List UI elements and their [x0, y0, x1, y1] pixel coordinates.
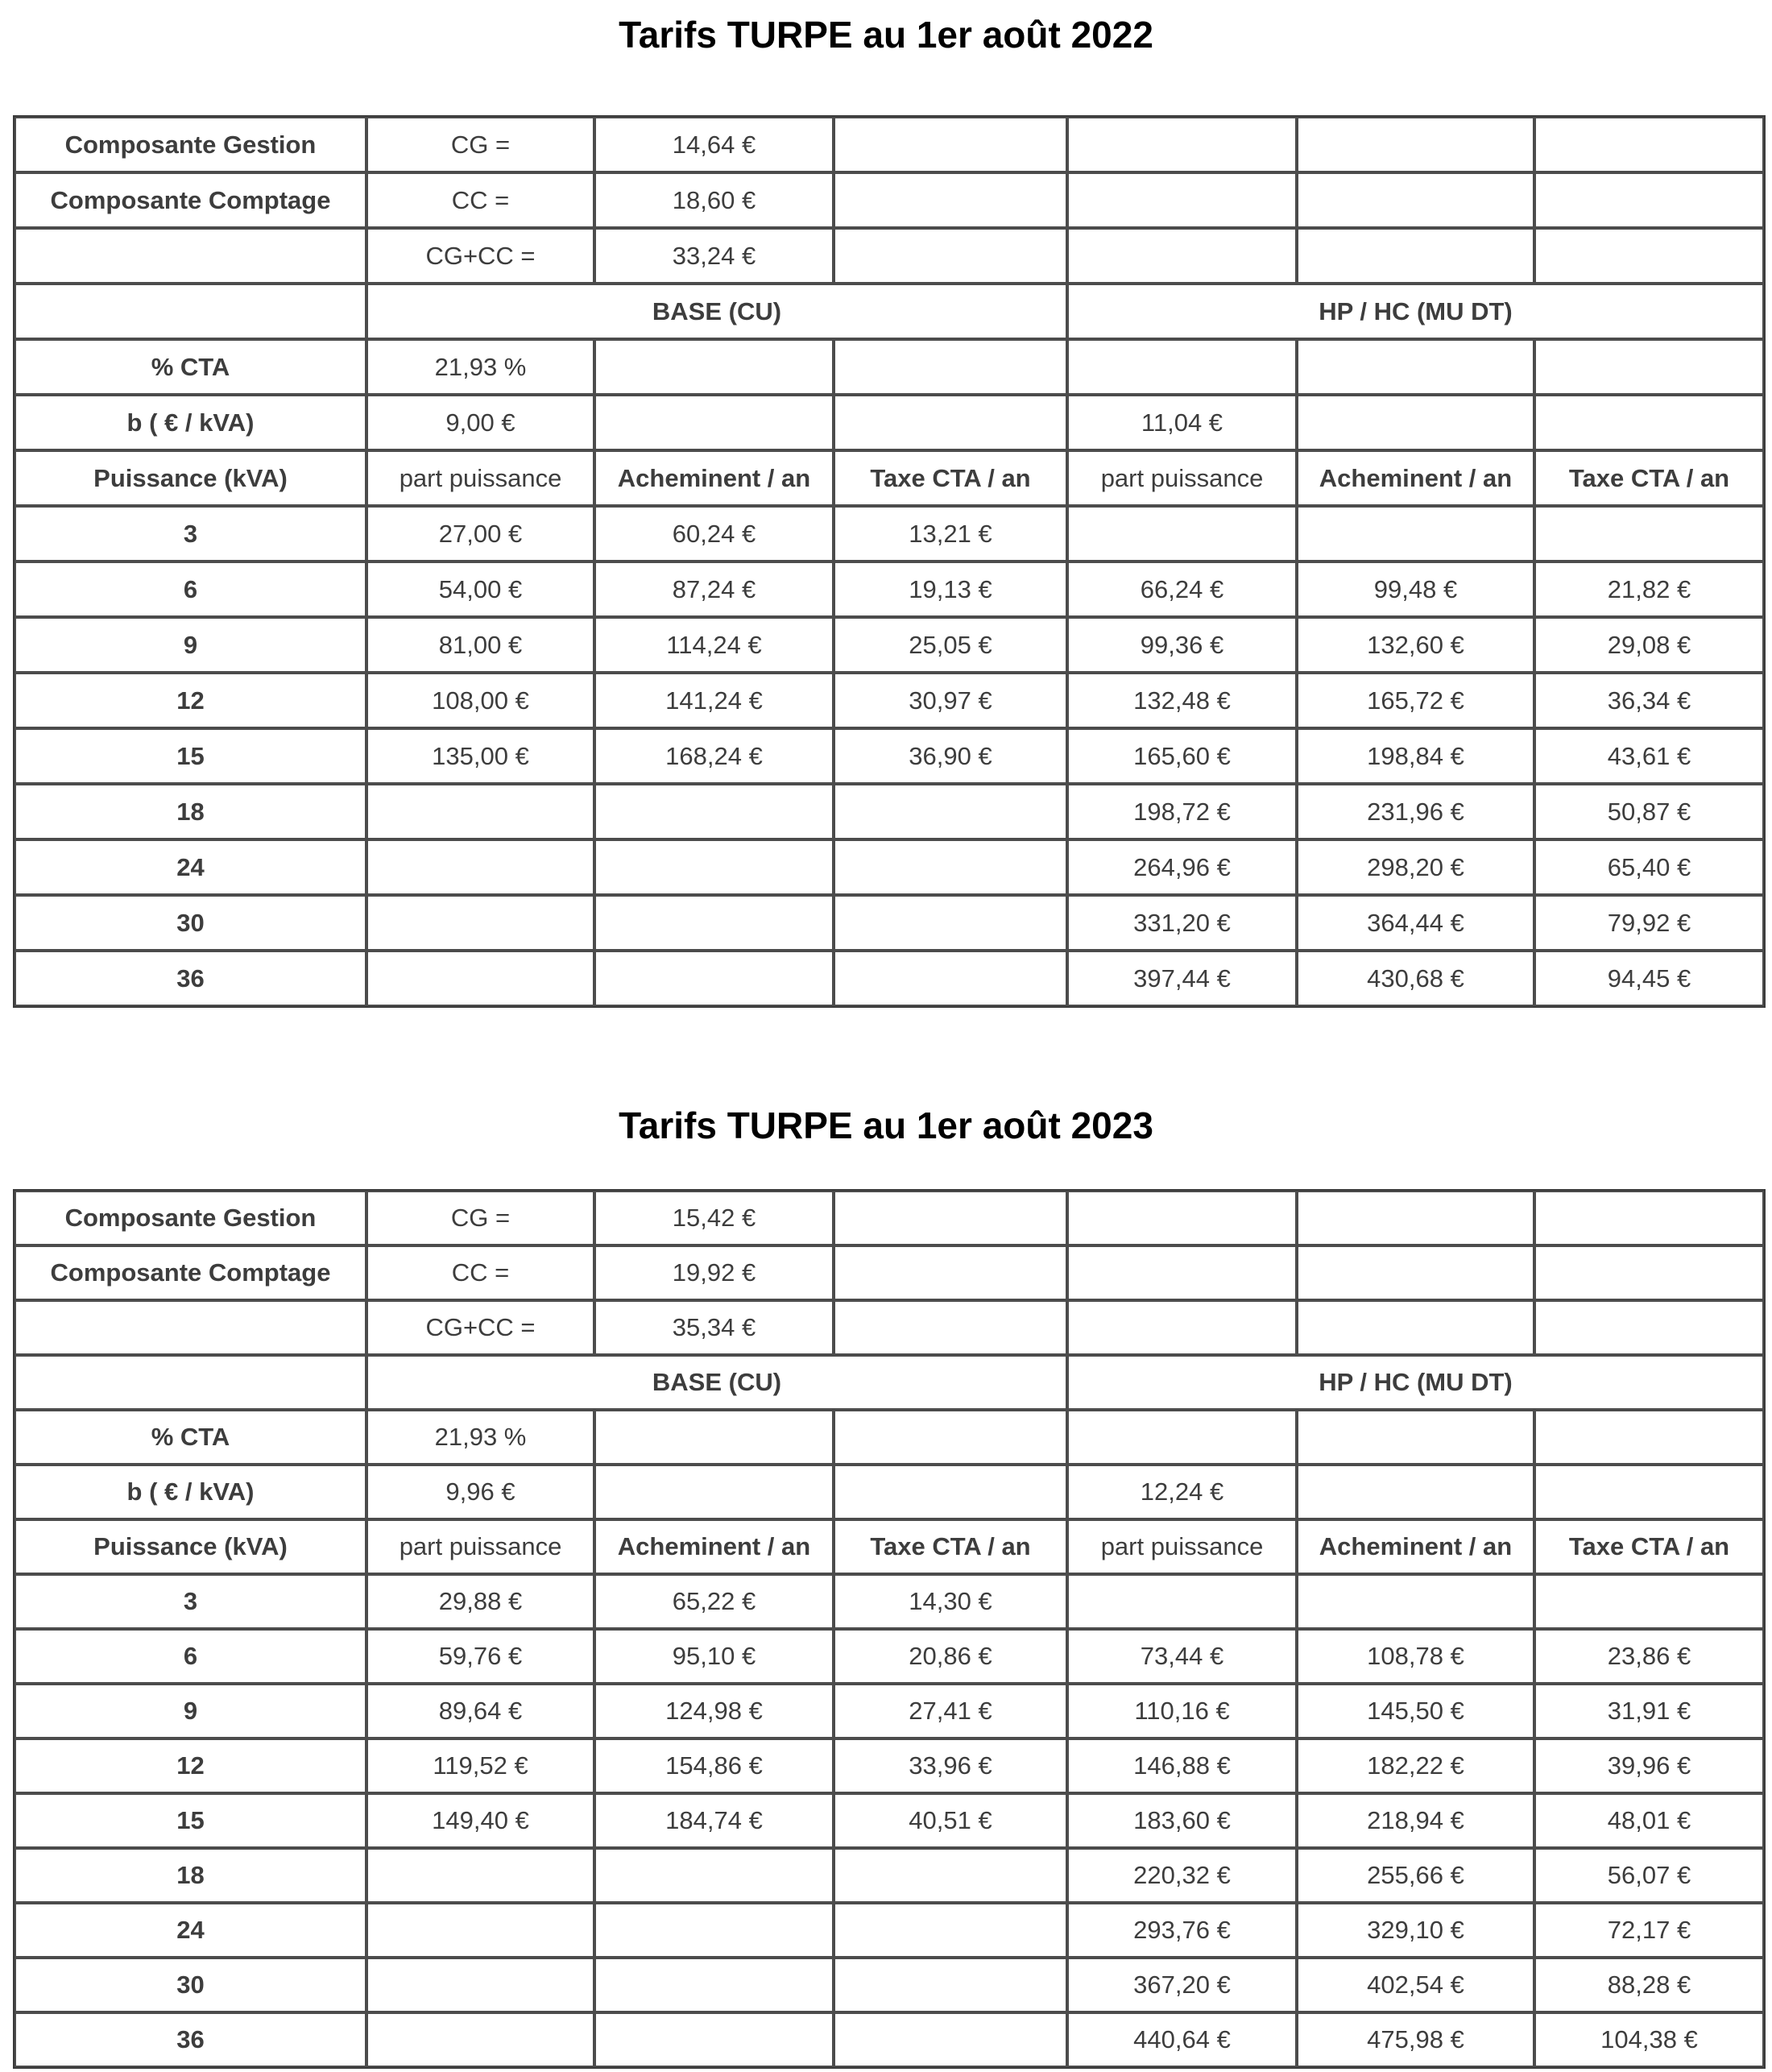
empty-gray-cell: [1067, 1574, 1297, 1629]
value-cell: 21,82 €: [1534, 562, 1764, 617]
value-cell: 13,21 €: [834, 506, 1067, 562]
empty-cell: [14, 1355, 366, 1410]
value-cell: 66,24 €: [1067, 562, 1297, 617]
base-header: BASE (CU): [366, 284, 1067, 339]
empty-cell: [1067, 339, 1297, 395]
value-cell: 198,84 €: [1297, 728, 1534, 784]
subheader-part-puissance: part puissance: [366, 1519, 594, 1574]
empty-gray-cell: [594, 839, 834, 895]
empty-cell: [1297, 1300, 1534, 1355]
value-cell: 39,96 €: [1534, 1738, 1764, 1793]
empty-cell: [1297, 1191, 1534, 1245]
cta-label: % CTA: [14, 1410, 366, 1465]
empty-cell: [1297, 117, 1534, 172]
cgcc-value: 35,34 €: [594, 1300, 834, 1355]
empty-gray-cell: [1534, 506, 1764, 562]
empty-gray-cell: [366, 1848, 594, 1903]
empty-cell: [1534, 172, 1764, 228]
value-cell: 329,10 €: [1297, 1903, 1534, 1958]
value-cell: 430,68 €: [1297, 951, 1534, 1006]
cc-label: CC =: [366, 1245, 594, 1300]
cg-value: 15,42 €: [594, 1191, 834, 1245]
value-cell: 132,60 €: [1297, 617, 1534, 673]
subheader-acheminent: Acheminent / an: [1297, 450, 1534, 506]
cg-value: 14,64 €: [594, 117, 834, 172]
empty-cell: [834, 1300, 1067, 1355]
empty-cell: [834, 228, 1067, 284]
empty-cell: [1067, 1245, 1297, 1300]
value-cell: 132,48 €: [1067, 673, 1297, 728]
value-cell: 65,40 €: [1534, 839, 1764, 895]
value-cell: 145,50 €: [1297, 1684, 1534, 1738]
cg-label: CG =: [366, 1191, 594, 1245]
table-row: [14, 1793, 1764, 1848]
empty-cell: [834, 117, 1067, 172]
value-cell: 88,28 €: [1534, 1958, 1764, 2012]
empty-cell: [14, 284, 366, 339]
value-cell: 264,96 €: [1067, 839, 1297, 895]
empty-cell: [834, 1245, 1067, 1300]
kva-cell: 30: [14, 1958, 366, 2012]
kva-cell: 3: [14, 1574, 366, 1629]
empty-cell: [1297, 395, 1534, 450]
table-row: [14, 895, 1764, 951]
value-cell: 331,20 €: [1067, 895, 1297, 951]
empty-gray-cell: [594, 1848, 834, 1903]
empty-cell: [1297, 172, 1534, 228]
value-cell: 81,00 €: [366, 617, 594, 673]
empty-cell: [1067, 117, 1297, 172]
empty-gray-cell: [594, 895, 834, 951]
value-cell: 29,88 €: [366, 1574, 594, 1629]
value-cell: 298,20 €: [1297, 839, 1534, 895]
empty-cell: [834, 339, 1067, 395]
comptage-label: Composante Comptage: [14, 172, 366, 228]
empty-gray-cell: [834, 1958, 1067, 2012]
table-row: [14, 1245, 1764, 1300]
b-base-value: 9,96 €: [366, 1465, 594, 1519]
empty-gray-cell: [834, 1848, 1067, 1903]
empty-gray-cell: [834, 784, 1067, 839]
table-row: [14, 951, 1764, 1006]
kva-cell: 18: [14, 784, 366, 839]
kva-cell: 15: [14, 1793, 366, 1848]
cta-label: % CTA: [14, 339, 366, 395]
empty-gray-cell: [366, 951, 594, 1006]
value-cell: 19,13 €: [834, 562, 1067, 617]
empty-cell: [1534, 1191, 1764, 1245]
value-cell: 119,52 €: [366, 1738, 594, 1793]
empty-cell: [1067, 1410, 1297, 1465]
value-cell: 184,74 €: [594, 1793, 834, 1848]
empty-gray-cell: [594, 951, 834, 1006]
value-cell: 182,22 €: [1297, 1738, 1534, 1793]
empty-gray-cell: [594, 784, 834, 839]
b-hphc-value: 11,04 €: [1067, 395, 1297, 450]
value-cell: 27,41 €: [834, 1684, 1067, 1738]
empty-cell: [1534, 395, 1764, 450]
cgcc-value: 33,24 €: [594, 228, 834, 284]
empty-cell: [1067, 228, 1297, 284]
kva-cell: 15: [14, 728, 366, 784]
value-cell: 367,20 €: [1067, 1958, 1297, 2012]
value-cell: 231,96 €: [1297, 784, 1534, 839]
empty-gray-cell: [834, 2012, 1067, 2067]
value-cell: 89,64 €: [366, 1684, 594, 1738]
kva-cell: 36: [14, 951, 366, 1006]
b-base-value: 9,00 €: [366, 395, 594, 450]
kva-cell: 6: [14, 1629, 366, 1684]
value-cell: 87,24 €: [594, 562, 834, 617]
empty-cell: [834, 172, 1067, 228]
table-row: [14, 172, 1764, 228]
table-title-2022: Tarifs TURPE au 1er août 2022: [619, 14, 1153, 56]
empty-gray-cell: [834, 839, 1067, 895]
value-cell: 31,91 €: [1534, 1684, 1764, 1738]
empty-cell: [1067, 1300, 1297, 1355]
value-cell: 141,24 €: [594, 673, 834, 728]
table-row: [14, 1191, 1764, 1245]
empty-cell: [1534, 1245, 1764, 1300]
value-cell: 72,17 €: [1534, 1903, 1764, 1958]
empty-cell: [14, 228, 366, 284]
value-cell: 36,90 €: [834, 728, 1067, 784]
value-cell: 33,96 €: [834, 1738, 1067, 1793]
value-cell: 183,60 €: [1067, 1793, 1297, 1848]
table-row: [14, 117, 1764, 172]
empty-cell: [1297, 339, 1534, 395]
table-row: [14, 1410, 1764, 1465]
kva-cell: 9: [14, 617, 366, 673]
value-cell: 108,78 €: [1297, 1629, 1534, 1684]
table-row: [14, 1300, 1764, 1355]
table-row: [14, 1465, 1764, 1519]
empty-gray-cell: [366, 895, 594, 951]
table-row: [14, 506, 1764, 562]
empty-cell: [834, 395, 1067, 450]
value-cell: 56,07 €: [1534, 1848, 1764, 1903]
value-cell: 99,36 €: [1067, 617, 1297, 673]
kva-cell: 30: [14, 895, 366, 951]
tarifs-table-2022-body: [14, 117, 1764, 1006]
value-cell: 65,22 €: [594, 1574, 834, 1629]
value-cell: 94,45 €: [1534, 951, 1764, 1006]
table-row: [14, 1684, 1764, 1738]
cc-value: 18,60 €: [594, 172, 834, 228]
value-cell: 168,24 €: [594, 728, 834, 784]
cc-value: 19,92 €: [594, 1245, 834, 1300]
empty-cell: [594, 339, 834, 395]
empty-gray-cell: [1297, 1574, 1534, 1629]
hphc-header: HP / HC (MU DT): [1067, 284, 1764, 339]
table-row: [14, 2012, 1764, 2067]
empty-cell: [1534, 1410, 1764, 1465]
value-cell: 108,00 €: [366, 673, 594, 728]
kva-cell: 6: [14, 562, 366, 617]
b-label: b ( € / kVA): [14, 395, 366, 450]
empty-gray-cell: [1297, 506, 1534, 562]
value-cell: 124,98 €: [594, 1684, 834, 1738]
value-cell: 293,76 €: [1067, 1903, 1297, 1958]
cgcc-label: CG+CC =: [366, 1300, 594, 1355]
value-cell: 20,86 €: [834, 1629, 1067, 1684]
empty-cell: [1534, 1465, 1764, 1519]
value-cell: 218,94 €: [1297, 1793, 1534, 1848]
value-cell: 40,51 €: [834, 1793, 1067, 1848]
base-header: BASE (CU): [366, 1355, 1067, 1410]
value-cell: 95,10 €: [594, 1629, 834, 1684]
empty-gray-cell: [834, 895, 1067, 951]
b-label: b ( € / kVA): [14, 1465, 366, 1519]
value-cell: 114,24 €: [594, 617, 834, 673]
empty-gray-cell: [834, 951, 1067, 1006]
empty-cell: [14, 1300, 366, 1355]
empty-gray-cell: [594, 1958, 834, 2012]
kva-cell: 24: [14, 1903, 366, 1958]
table-row: [14, 1519, 1764, 1574]
b-hphc-value: 12,24 €: [1067, 1465, 1297, 1519]
value-cell: 149,40 €: [366, 1793, 594, 1848]
empty-gray-cell: [366, 784, 594, 839]
table-row: [14, 228, 1764, 284]
empty-gray-cell: [834, 1903, 1067, 1958]
value-cell: 364,44 €: [1297, 895, 1534, 951]
subheader-acheminent: Acheminent / an: [594, 1519, 834, 1574]
tarifs-table-2022: [13, 115, 1766, 1008]
value-cell: 50,87 €: [1534, 784, 1764, 839]
cta-value: 21,93 %: [366, 1410, 594, 1465]
table-title-2023: Tarifs TURPE au 1er août 2023: [619, 1104, 1153, 1146]
hphc-header: HP / HC (MU DT): [1067, 1355, 1764, 1410]
empty-cell: [1297, 1465, 1534, 1519]
table-row: [14, 339, 1764, 395]
table-row: [14, 1958, 1764, 2012]
empty-cell: [1534, 228, 1764, 284]
cc-label: CC =: [366, 172, 594, 228]
empty-gray-cell: [366, 1903, 594, 1958]
table-row: [14, 673, 1764, 728]
empty-gray-cell: [1067, 506, 1297, 562]
value-cell: 110,16 €: [1067, 1684, 1297, 1738]
cta-value: 21,93 %: [366, 339, 594, 395]
value-cell: 440,64 €: [1067, 2012, 1297, 2067]
value-cell: 29,08 €: [1534, 617, 1764, 673]
empty-cell: [1067, 172, 1297, 228]
subheader-acheminent: Acheminent / an: [1297, 1519, 1534, 1574]
empty-cell: [594, 1465, 834, 1519]
table-row: [14, 728, 1764, 784]
value-cell: 104,38 €: [1534, 2012, 1764, 2067]
tarifs-table-2023-body: [14, 1191, 1764, 2067]
subheader-taxe-cta: Taxe CTA / an: [1534, 1519, 1764, 1574]
value-cell: 14,30 €: [834, 1574, 1067, 1629]
cg-label: CG =: [366, 117, 594, 172]
empty-gray-cell: [366, 2012, 594, 2067]
subheader-part-puissance: part puissance: [366, 450, 594, 506]
empty-cell: [1297, 1245, 1534, 1300]
value-cell: 99,48 €: [1297, 562, 1534, 617]
table-row: [14, 562, 1764, 617]
value-cell: 402,54 €: [1297, 1958, 1534, 2012]
table-row: [14, 284, 1764, 339]
empty-cell: [594, 395, 834, 450]
value-cell: 397,44 €: [1067, 951, 1297, 1006]
kva-cell: 12: [14, 673, 366, 728]
empty-cell: [1297, 228, 1534, 284]
empty-cell: [1067, 1191, 1297, 1245]
kva-cell: 12: [14, 1738, 366, 1793]
table-row: [14, 395, 1764, 450]
value-cell: 30,97 €: [834, 673, 1067, 728]
value-cell: 54,00 €: [366, 562, 594, 617]
table-row: [14, 1738, 1764, 1793]
table-row: [14, 1903, 1764, 1958]
kva-cell: 36: [14, 2012, 366, 2067]
value-cell: 27,00 €: [366, 506, 594, 562]
empty-cell: [1534, 117, 1764, 172]
subheader-taxe-cta: Taxe CTA / an: [1534, 450, 1764, 506]
empty-cell: [834, 1465, 1067, 1519]
table-row: [14, 450, 1764, 506]
empty-gray-cell: [594, 2012, 834, 2067]
subheader-taxe-cta: Taxe CTA / an: [834, 1519, 1067, 1574]
subheader-part-puissance: part puissance: [1067, 1519, 1297, 1574]
table-row: [14, 617, 1764, 673]
empty-gray-cell: [1534, 1574, 1764, 1629]
value-cell: 220,32 €: [1067, 1848, 1297, 1903]
empty-cell: [834, 1191, 1067, 1245]
value-cell: 36,34 €: [1534, 673, 1764, 728]
value-cell: 73,44 €: [1067, 1629, 1297, 1684]
gestion-label: Composante Gestion: [14, 117, 366, 172]
cgcc-label: CG+CC =: [366, 228, 594, 284]
empty-cell: [1534, 339, 1764, 395]
empty-cell: [1297, 1410, 1534, 1465]
tarifs-table-2023: [13, 1189, 1766, 2069]
value-cell: 48,01 €: [1534, 1793, 1764, 1848]
table-row: [14, 1574, 1764, 1629]
table-row: [14, 1629, 1764, 1684]
subheader-acheminent: Acheminent / an: [594, 450, 834, 506]
puissance-label: Puissance (kVA): [14, 1519, 366, 1574]
kva-cell: 24: [14, 839, 366, 895]
empty-cell: [1534, 1300, 1764, 1355]
table-row: [14, 784, 1764, 839]
table-row: [14, 1848, 1764, 1903]
empty-cell: [594, 1410, 834, 1465]
value-cell: 165,60 €: [1067, 728, 1297, 784]
empty-gray-cell: [366, 1958, 594, 2012]
table-row: [14, 839, 1764, 895]
value-cell: 255,66 €: [1297, 1848, 1534, 1903]
gestion-label: Composante Gestion: [14, 1191, 366, 1245]
kva-cell: 9: [14, 1684, 366, 1738]
value-cell: 146,88 €: [1067, 1738, 1297, 1793]
empty-cell: [834, 1410, 1067, 1465]
value-cell: 43,61 €: [1534, 728, 1764, 784]
value-cell: 475,98 €: [1297, 2012, 1534, 2067]
value-cell: 135,00 €: [366, 728, 594, 784]
value-cell: 198,72 €: [1067, 784, 1297, 839]
comptage-label: Composante Comptage: [14, 1245, 366, 1300]
value-cell: 165,72 €: [1297, 673, 1534, 728]
value-cell: 154,86 €: [594, 1738, 834, 1793]
value-cell: 59,76 €: [366, 1629, 594, 1684]
empty-gray-cell: [366, 839, 594, 895]
kva-cell: 18: [14, 1848, 366, 1903]
puissance-label: Puissance (kVA): [14, 450, 366, 506]
table-row: [14, 1355, 1764, 1410]
subheader-part-puissance: part puissance: [1067, 450, 1297, 506]
subheader-taxe-cta: Taxe CTA / an: [834, 450, 1067, 506]
value-cell: 23,86 €: [1534, 1629, 1764, 1684]
value-cell: 60,24 €: [594, 506, 834, 562]
value-cell: 25,05 €: [834, 617, 1067, 673]
kva-cell: 3: [14, 506, 366, 562]
value-cell: 79,92 €: [1534, 895, 1764, 951]
empty-gray-cell: [594, 1903, 834, 1958]
